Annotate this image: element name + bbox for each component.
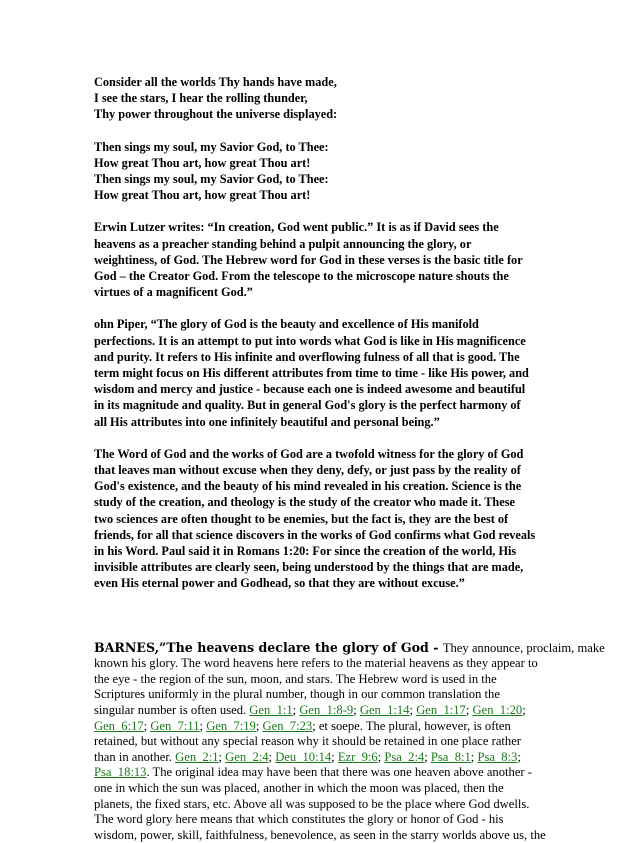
commentary-text: ; et soepe. The plural, however, is often <box>312 718 511 733</box>
paragraph-line: that leaves man without excuse when they deny, defy, or just pass by the reality of <box>94 463 521 478</box>
paragraph-line: in his Word. Paul said it in Romans 1:20: For since the creation of the world, His <box>94 544 517 559</box>
scripture-link[interactable]: Gen_7:23 <box>262 718 313 733</box>
commentary-line: wisdom, power, skill, faithfulness, benevolence, as seen in the starry worlds above us, the <box>94 827 546 842</box>
scripture-link[interactable]: Ezr_9:6 <box>337 749 378 764</box>
commentary-line: retained, but without any special reason why it should be retained in one place rather <box>94 734 521 749</box>
paragraph-line: God – the Creator God. From the telescope to the microscope nature shouts the <box>94 269 509 284</box>
paragraph-line: invisible attributes are clearly seen, being understood by the things that are made, <box>94 560 524 575</box>
paragraph-line: two sciences are often thought to be enemies, but the fact is, they are the best of <box>94 511 509 526</box>
barnes-commentary <box>94 639 605 843</box>
paragraph-line: wisdom and mercy and justice - because each one is indeed awesome and beautiful <box>94 382 526 397</box>
commentary-line <box>94 719 554 735</box>
commentary-line: one in which the sun was placed, another in which the moon was placed, then the <box>94 781 504 796</box>
scripture-link[interactable]: Gen_7:19 <box>206 718 256 733</box>
refrain-line: Then sings my soul, my Savior God, to Thee: <box>94 172 329 187</box>
scripture-link[interactable]: Gen_2:4 <box>225 749 269 764</box>
piper-quote-paragraph <box>94 316 554 429</box>
refrain-line: How great Thou art, how great Thou art! <box>94 155 311 170</box>
commentary-line <box>94 639 605 657</box>
commentary-text: singular number is often used. <box>94 703 250 718</box>
scripture-refs: Gen_2:1; Gen_2:4; Deu_10:14; Ezr_9:6; Psa_2:4; Psa_8:1; Psa_8:3; <box>175 749 521 764</box>
scripture-link[interactable]: Gen_1:8-9 <box>299 703 354 718</box>
commentary-line: Scriptures uniformly in the plural number, though in our common translation the <box>94 687 500 702</box>
commentary-line <box>94 750 554 766</box>
scripture-refs: Gen_6:17; Gen_7:11; Gen_7:19; Gen_7:23 <box>94 718 313 733</box>
paragraph-line: and purity. It refers to His infinite and overflowing fulness of all that is good. The <box>94 349 520 364</box>
commentary-line <box>94 703 554 719</box>
document-body <box>94 74 605 843</box>
refrain-line: Then sings my soul, my Savior God, to Thee: <box>94 139 329 154</box>
refrain-line: How great Thou art, how great Thou art! <box>94 188 311 203</box>
commentary-heading: BARNES,”The heavens declare the glory of God - <box>94 639 443 655</box>
scripture-link[interactable]: Gen_1:17 <box>416 703 466 718</box>
commentary-line <box>94 765 554 781</box>
paragraph-line: even His eternal power and Godhead, so that they are without excuse.” <box>94 576 465 591</box>
commentary-line: the eye - the region of the sun, moon, and stars. The Hebrew word is used in the <box>94 671 497 686</box>
hymn-line: Thy power throughout the universe displayed: <box>94 107 338 122</box>
commentary-line: planets, the fixed stars, etc. Above all was supposed to be the place where God dwells. <box>94 796 530 811</box>
lutzer-quote-paragraph <box>94 219 554 300</box>
twofold-witness-paragraph <box>94 446 554 592</box>
commentary-line: known his glory. The word heavens here refers to the material heavens as they appear to <box>94 656 538 671</box>
paragraph-line: The Word of God and the works of God are a twofold witness for the glory of God <box>94 446 524 461</box>
paragraph-line: in its magnitude and quality. But in general God's glory is the perfect harmony of <box>94 398 521 413</box>
scripture-link[interactable]: Gen_1:20 <box>472 703 523 718</box>
scripture-link[interactable]: Psa_8:3 <box>477 749 518 764</box>
paragraph-line: Erwin Lutzer writes: “In creation, God went public.” It is as if David sees the <box>94 220 499 235</box>
paragraph-line: God's existence, and the beauty of his mind revealed in his creation. Science is the <box>94 479 522 494</box>
commentary-text: . The original idea may have been that there was one heaven above another - <box>146 765 532 780</box>
scripture-link[interactable]: Gen_1:14 <box>359 703 410 718</box>
paragraph-line: ohn Piper, “The glory of God is the beauty and excellence of His manifold <box>94 317 479 332</box>
scripture-link[interactable]: Gen_6:17 <box>94 718 144 733</box>
scripture-link[interactable]: Gen_1:1 <box>249 703 293 718</box>
hymn-line: I see the stars, I hear the rolling thunder, <box>94 91 308 106</box>
scripture-link[interactable]: Psa_2:4 <box>384 749 425 764</box>
hymn-line: Consider all the worlds Thy hands have made, <box>94 75 337 89</box>
commentary-line: The word glory here means that which constitutes the glory or honor of God - his <box>94 812 504 827</box>
scripture-link[interactable]: Psa_18:13 <box>94 765 147 780</box>
hymn-verse <box>94 74 554 123</box>
commentary-text: than in another. <box>94 749 176 764</box>
scripture-link[interactable]: Gen_2:1 <box>175 749 219 764</box>
scripture-link[interactable]: Gen_7:11 <box>150 718 200 733</box>
paragraph-line: friends, for all that science discovers in the works of God confirms what God reveals <box>94 527 536 542</box>
scripture-refs <box>94 765 146 779</box>
paragraph-line: perfections. It is an attempt to put into words what God is like in His magnificence <box>94 333 526 348</box>
paragraph-line: term might focus on His different attributes from time to time - like His power, and <box>94 366 529 381</box>
commentary-text: They announce, proclaim, make <box>442 640 605 655</box>
hymn-refrain <box>94 139 554 204</box>
paragraph-line: virtues of a magnificent God.” <box>94 285 253 300</box>
paragraph-line: heavens as a preacher standing behind a pulpit announcing the glory, or <box>94 236 472 251</box>
scripture-refs: Gen_1:1; Gen_1:8-9; Gen_1:14; Gen_1:17; Gen_1:20; <box>249 703 526 718</box>
scripture-link[interactable]: Psa_8:1 <box>430 749 471 764</box>
paragraph-line: weightiness, of God. The Hebrew word for God in these verses is the basic title for <box>94 252 523 267</box>
scripture-link[interactable]: Deu_10:14 <box>275 749 332 764</box>
paragraph-line: study of the creation, and theology is the study of the creator who made it. These <box>94 495 515 510</box>
paragraph-line: all His attributes into one infinitely beautiful and personal being.” <box>94 414 440 429</box>
